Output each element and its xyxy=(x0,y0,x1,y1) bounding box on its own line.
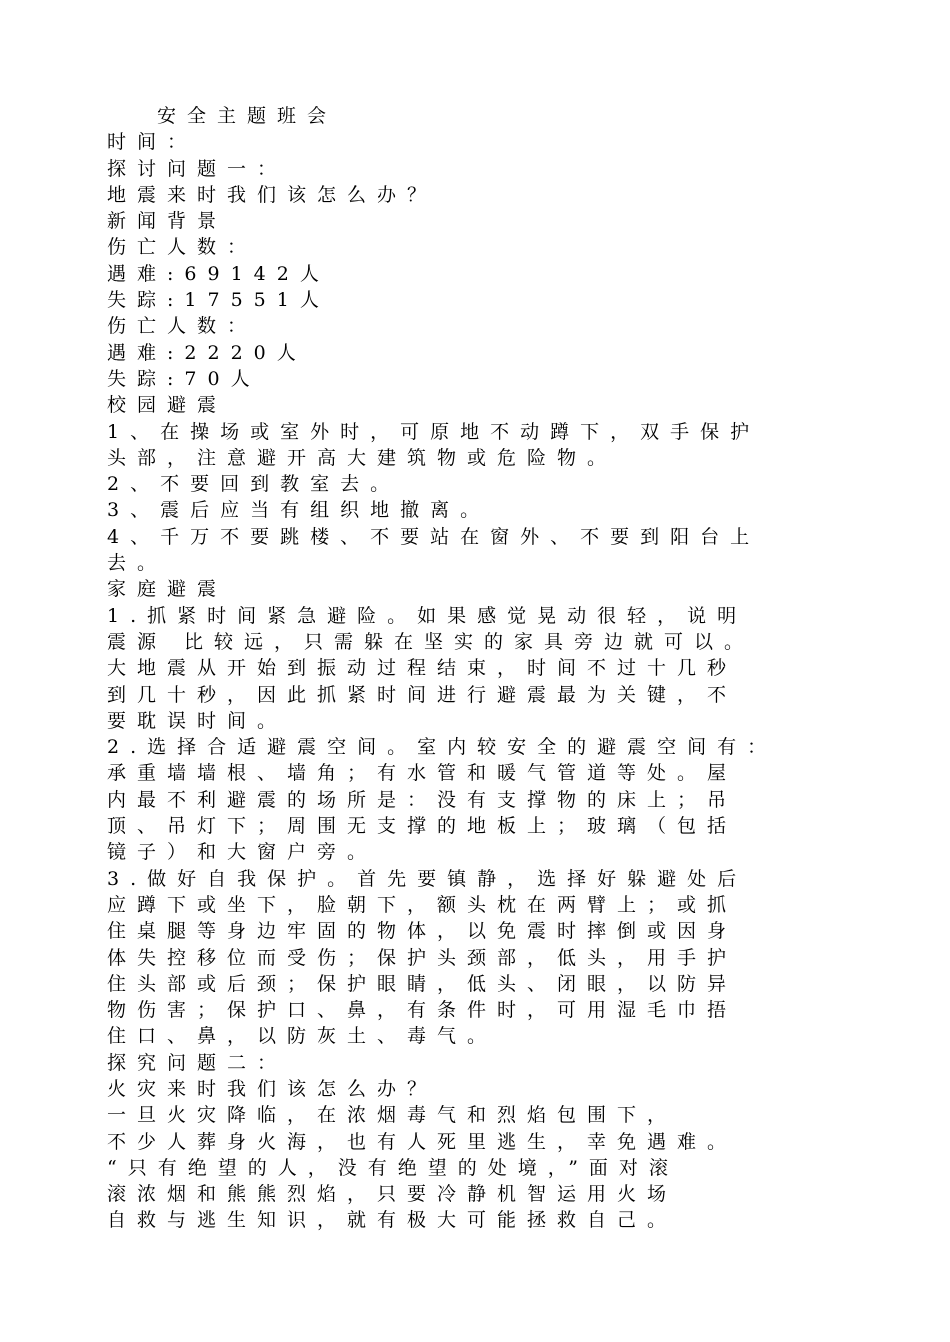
text-line: 大地震从开始到振动过程结束，时间不过十几秒 xyxy=(107,657,738,680)
text-line: 头部，注意避开高大建筑物或危险物。 xyxy=(107,446,618,469)
text-line: 伤亡人数： xyxy=(107,236,258,259)
text-line: 住口、鼻，以防灰土、毒气。 xyxy=(107,1025,498,1048)
text-line: 要耽误时间。 xyxy=(107,709,288,732)
text-line: 1.抓紧时间紧急避险。如果感觉晃动很轻，说明 xyxy=(107,604,748,627)
text-line: 时间： xyxy=(107,131,198,154)
document-title: 安全主题班会 xyxy=(157,105,338,127)
document-body xyxy=(107,103,867,1234)
text-line: 3、震后应当有组织地撤离。 xyxy=(107,499,491,522)
text-line: 到几十秒，因此抓紧时间进行避震最为关键，不 xyxy=(107,683,738,706)
text-line: 顶、吊灯下；周围无支撑的地板上；玻璃（包括 xyxy=(107,815,738,838)
text-line: 新闻背景 xyxy=(107,210,228,233)
text-line: 探究问题二： xyxy=(107,1051,288,1074)
text-line: 2、不要回到教室去。 xyxy=(107,473,401,496)
text-line: 承重墙墙根、墙角；有水管和暖气管道等处。屋 xyxy=(107,762,738,785)
text-line: 3.做好自我保护。首先要镇静，选择好躲避处后 xyxy=(107,867,748,890)
text-line: 失踪:17551人 xyxy=(107,289,330,312)
text-line: 一旦火灾降临，在浓烟毒气和烈焰包围下， xyxy=(107,1104,678,1127)
text-line: 镜子）和大窗户旁。 xyxy=(107,841,378,864)
text-line: 应蹲下或坐下，脸朝下，额头枕在两臂上；或抓 xyxy=(107,893,738,916)
text-line: 伤亡人数： xyxy=(107,315,258,338)
text-line: 失踪:70人 xyxy=(107,367,261,390)
text-line: 地震来时我们该怎么办？ xyxy=(107,183,438,206)
text-line: 校园避震 xyxy=(107,394,228,417)
text-line: 去。 xyxy=(107,552,168,575)
text-line: 内最不利避震的场所是：没有支撑物的床上；吊 xyxy=(107,788,738,811)
text-line: 4、千万不要跳楼、不要站在窗外、不要到阳台上 xyxy=(107,525,761,548)
text-line: 住桌腿等身边牢固的物体，以免震时摔倒或因身 xyxy=(107,920,738,943)
text-line: 自救与逃生知识，就有极大可能拯救自己。 xyxy=(107,1209,678,1232)
text-line: 物伤害；保护口、鼻，有条件时，可用湿毛巾捂 xyxy=(107,999,738,1022)
text-line: 1、在操场或室外时，可原地不动蹲下，双手保护 xyxy=(107,420,761,443)
text-line: 遇难:2220人 xyxy=(107,341,307,364)
text-line: “只有绝望的人，没有绝望的处境，”面对滚 xyxy=(107,1156,679,1179)
text-line: 火灾来时我们该怎么办？ xyxy=(107,1077,438,1100)
text-line: 体失控移位而受伤；保护头颈部，低头，用手护 xyxy=(107,946,738,969)
text-line: 滚浓烟和熊熊烈焰，只要冷静机智运用火场 xyxy=(107,1183,678,1206)
text-line: 探讨问题一： xyxy=(107,157,288,180)
text-line: 2.选择合适避震空间。室内较安全的避震空间有： xyxy=(107,736,778,759)
text-line: 家庭避震 xyxy=(107,578,228,601)
text-line: 遇难:69142人 xyxy=(107,262,330,285)
text-line: 不少人葬身火海，也有人死里逃生，幸免遇难。 xyxy=(107,1130,738,1153)
text-line: 震源 比较远，只需躲在坚实的家具旁边就可以。 xyxy=(107,630,755,653)
text-line: 住头部或后颈；保护眼睛，低头、闭眼，以防异 xyxy=(107,972,738,995)
